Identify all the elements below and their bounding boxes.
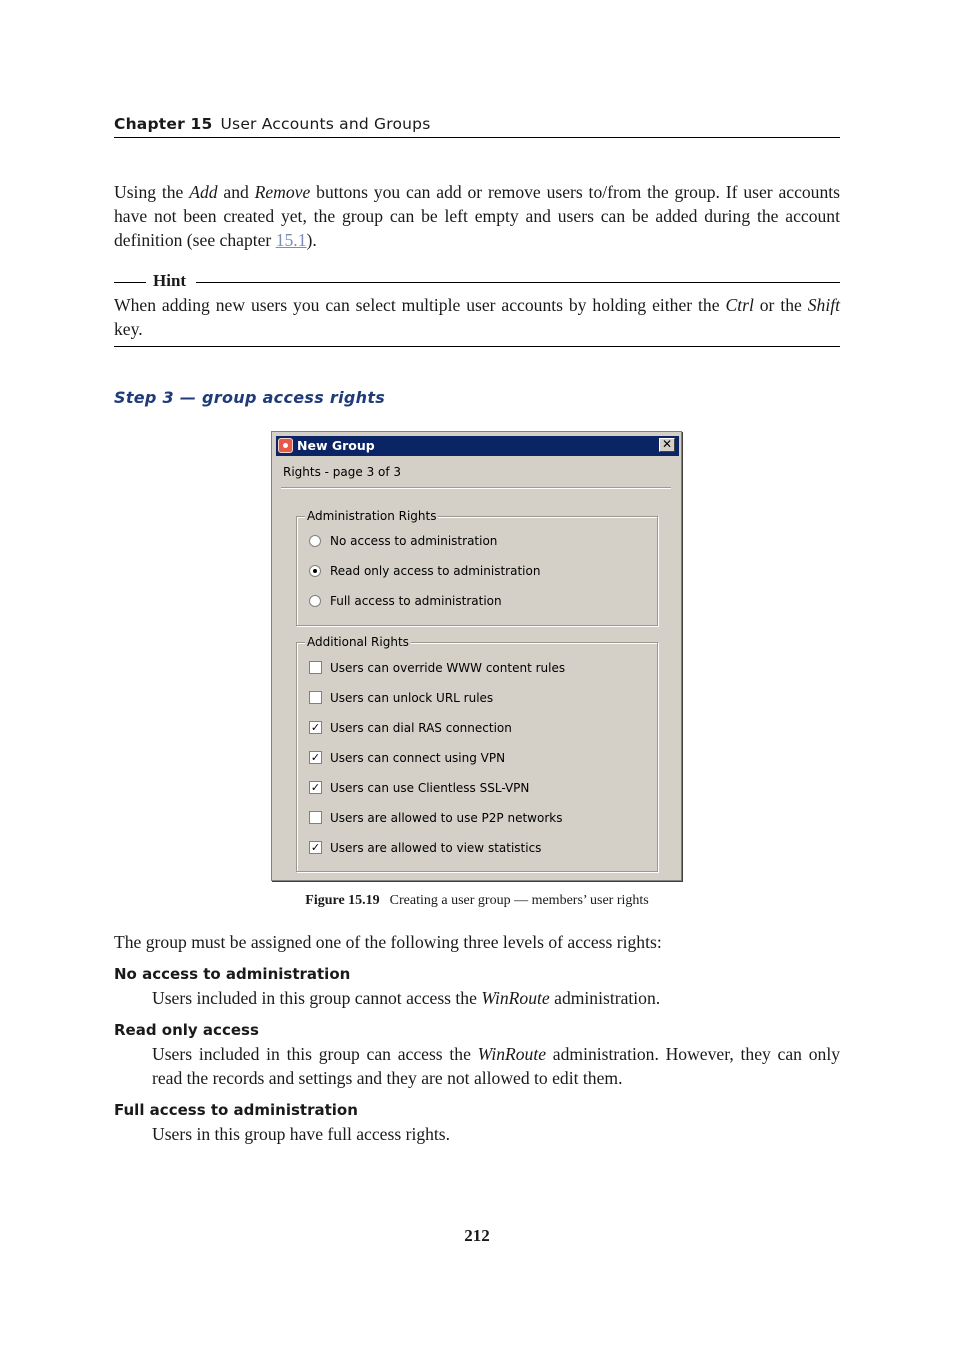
group-legend: Additional Rights [307, 635, 409, 649]
radio-icon[interactable] [309, 595, 321, 607]
page-indicator: Rights - page 3 of 3 [283, 465, 402, 479]
hint-rule-right [196, 282, 840, 283]
dialog-titlebar [276, 436, 679, 456]
desc-read-only: Users included in this group can access the WinRoute administration. However, they can only read the records and settings and they are not allowed to edit them. [152, 1044, 841, 1088]
desc-full-access: Users in this group have full access rights. [152, 1124, 451, 1144]
checkbox-icon[interactable] [309, 661, 322, 674]
intro-paragraph: Using the Add and Remove buttons you can add or remove users to/from the group. If user accounts have not been created yet, the group can be left empty and users can be added during the account definition (see chapter 15.1). [114, 182, 841, 250]
term-full-access: Full access to administration [114, 1101, 358, 1119]
group-legend: Administration Rights [307, 509, 437, 523]
figure-caption [0, 893, 954, 909]
step-heading: Step 3 — group access rights [114, 388, 386, 407]
new-group-dialog [271, 431, 682, 881]
figure-caption-text: Creating a user group — members’ user rights [389, 893, 649, 908]
checkbox-icon[interactable] [309, 811, 322, 824]
header-rule [114, 137, 840, 138]
hint-title: Hint [153, 271, 187, 290]
term-read-only: Read only access [114, 1021, 259, 1039]
radio-icon[interactable] [309, 535, 321, 547]
term-no-access: No access to administration [114, 965, 351, 983]
checkbox-checked-icon[interactable]: ✓ [310, 721, 321, 734]
checkbox-icon[interactable] [309, 691, 322, 704]
app-icon [278, 438, 293, 453]
hint-text: When adding new users you can select multiple user accounts by holding either the Ctrl or the Shift key. [114, 295, 840, 339]
hint-rule-bottom [114, 346, 840, 347]
page-number: 212 [464, 1226, 490, 1245]
chapter-link[interactable]: 15.1 [275, 230, 307, 250]
chapter-title: User Accounts and Groups [220, 115, 431, 133]
hint-rule-left [114, 282, 146, 283]
figure-label: Figure 15.19 [305, 893, 380, 908]
chapter-label: Chapter 15 [114, 115, 213, 133]
checkbox-checked-icon[interactable]: ✓ [310, 841, 321, 854]
levels-intro: The group must be assigned one of the following three levels of access rights: [114, 932, 662, 952]
checkbox-checked-icon[interactable]: ✓ [310, 751, 321, 764]
dialog-separator [281, 487, 671, 489]
administration-rights-group: Administration Rights No access to administration Read only access to administration Full access to administration [296, 516, 658, 626]
checkbox-checked-icon[interactable]: ✓ [310, 781, 321, 794]
close-button[interactable]: ✕ [659, 438, 675, 452]
dialog-title: New Group [297, 438, 375, 453]
desc-no-access: Users included in this group cannot access the WinRoute administration. [152, 988, 661, 1008]
additional-rights-group: Additional Rights Users can override WWW content rules Users can unlock URL rules ✓ Users can dial RAS connection ✓ Users can connect using VPN ✓ Users can use Clientless SSL-VPN Users are allowed to use P2P networks ✓ Users are allowed to view statistics [296, 642, 658, 872]
running-header [114, 115, 840, 133]
radio-selected-icon[interactable] [309, 565, 321, 577]
